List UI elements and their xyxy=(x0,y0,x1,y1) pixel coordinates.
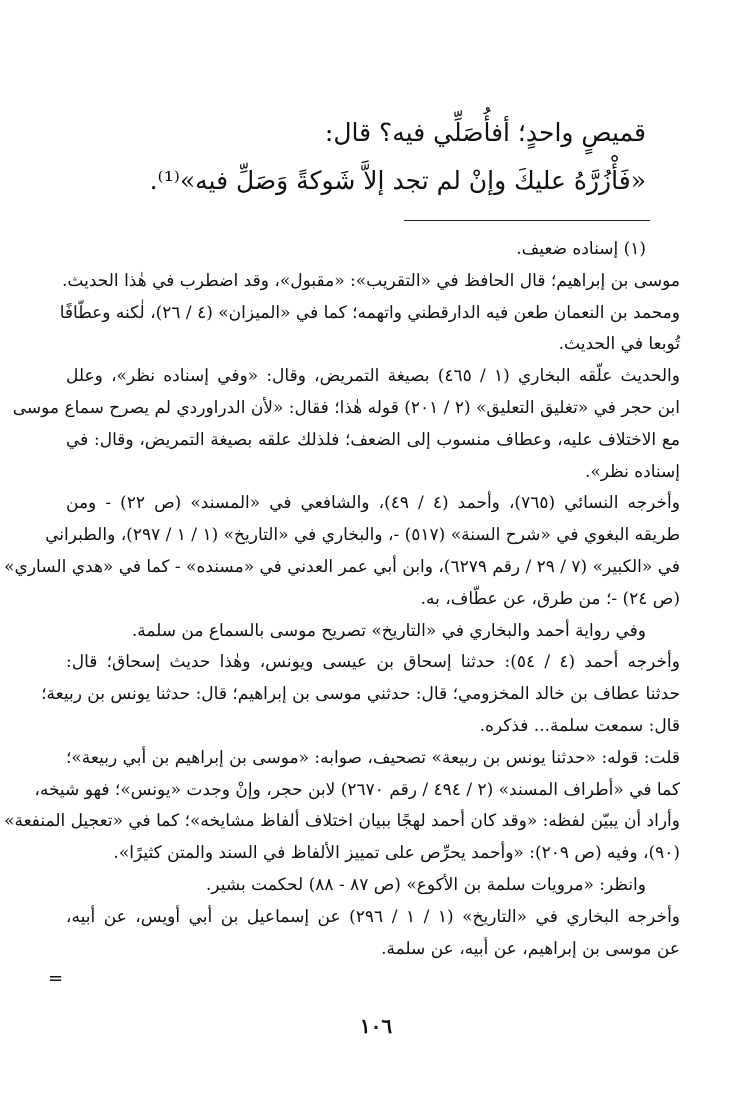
footnote-line: عن موسى بن إبراهيم، عن أبيه، عن سلمة. xyxy=(381,938,680,959)
continuation-mark: = xyxy=(48,968,64,989)
footnote-separator xyxy=(404,220,650,221)
main-text-line-1: قميصٍ واحدٍ؛ أفأُصَلِّي فيه؟ قال: xyxy=(324,118,646,147)
footnote-line: طريقه البغوي في «شرح السنة» (٥١٧) -، والبخاري في «التاريخ» (١ / ١ / ٢٩٧)، والطبراني xyxy=(45,525,680,546)
footnote-line: وأخرجه أحمد (٤ / ٥٤): حدثنا إسحاق بن عيسى ويونس، وهٰذا حديث إسحاق؛ قال: xyxy=(66,652,680,673)
footnote-line: موسى بن إبراهيم؛ قال الحافظ في «التقريب»: «مقبول»، وقد اضطرب في هٰذا الحديث. xyxy=(62,270,680,291)
main-text-line-2: «فَأْزُرَّهُ عليكَ وإنْ لم تجد إلاَّ شَوكةً وَصَلِّ فيه»⁽¹⁾. xyxy=(149,166,646,195)
page-number: ١٠٦ xyxy=(359,1014,393,1038)
footnote-line: مع الاختلاف عليه، وعطاف منسوب إلى الضعف؛ فلذلك علقه بصيغة التمريض، وقال: في xyxy=(66,429,680,450)
footnote-line: ومحمد بن النعمان طعن فيه الدارقطني واتهمه؛ كما في «الميزان» (٤ / ٢٦)، لٰكنه وعطّافًا xyxy=(59,302,680,323)
footnote-line: وأخرجه النسائي (٧٦٥)، وأحمد (٤ / ٤٩)، والشافعي في «المسند» (ص ٢٢) - ومن xyxy=(66,493,680,514)
footnote-line: وأراد أن يبيّن لفظه: «وقد كان أحمد لهجًا ببيان اختلاف ألفاظ مشايخه»؛ كما في «تعجيل المنفعة» xyxy=(4,811,680,832)
footnote-line: تُوبعا في الحديث. xyxy=(558,334,680,355)
footnote-line: وفي رواية أحمد والبخاري في «التاريخ» تصريح موسى بالسماع من سلمة. xyxy=(131,620,646,641)
footnotes xyxy=(4,234,680,965)
footnote-line: (ص ٢٤) -؛ من طرق، عن عطّاف، به. xyxy=(420,588,680,609)
footnote-line: وأخرجه البخاري في «التاريخ» (١ / ١ / ٢٩٦) عن إسماعيل بن أبي أويس، عن أبيه، xyxy=(66,906,680,927)
footnote-line: (٩٠)، وفيه (ص ٢٠٩): «وأحمد يحرِّص على تمييز الألفاظ في السند والمتن كثيرًا». xyxy=(113,843,680,864)
footnote-line: والحديث علّقه البخاري (١ / ٤٦٥) بصيغة التمريض، وقال: «وفي إسناده نظر»، وعلل xyxy=(66,366,680,387)
footnote-line: حدثنا عطاف بن خالد المخزومي؛ قال: حدثني موسى بن إبراهيم؛ قال: حدثنا يونس بن ربيعة؛ xyxy=(41,684,680,705)
footnote-line: قلت: قوله: «حدثنا يونس بن ربيعة» تصحيف، صوابه: «موسى بن إبراهيم بن أبي ربيعة»؛ xyxy=(66,747,680,768)
footnote-line: ابن حجر في «تغليق التعليق» (٢ / ٢٠١) قوله هٰذا؛ فقال: «لأن الدراوردي لم يصرح سماع موسى xyxy=(12,397,680,418)
footnote-line: كما في «أطراف المسند» (٢ / ٤٩٤ / رقم ٢٦٧٠) لابن حجر، وإنْ وجدت «يونس»؛ فهو شيخه، xyxy=(34,779,680,800)
footnote-line: قال: سمعت سلمة... فذكره. xyxy=(479,715,680,736)
footnote-line: إسناده نظر». xyxy=(584,461,680,482)
footnote-line: وانظر: «مرويات سلمة بن الأكوع» (ص ٨٧ - ٨٨) لحكمت بشير. xyxy=(205,874,646,895)
footnote-line: (١) إسناده ضعيف. xyxy=(516,239,646,259)
footnote-line: في «الكبير» (٧ / ٢٩ / رقم ٦٢٧٩)، وابن أبي عمر العدني في «مسنده» - كما في «هدي الساري» xyxy=(4,556,680,577)
